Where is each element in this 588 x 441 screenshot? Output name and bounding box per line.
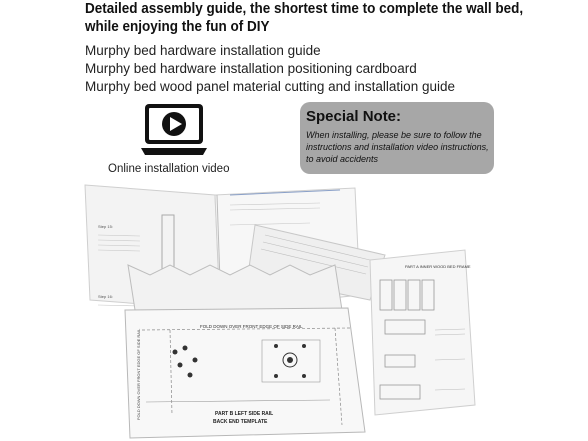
guide-list: [85, 42, 565, 96]
template-footer-1: PART B LEFT SIDE RAIL: [215, 411, 274, 417]
video-play-icon[interactable]: [139, 102, 209, 158]
special-note: [300, 102, 494, 174]
headline-line-2: while enjoying the fun of DIY: [85, 18, 270, 35]
template-side-text: FOLD DOWN OVER FRONT EDGE OF SIDE RAIL: [136, 328, 141, 420]
template-heading: FOLD DOWN OVER FRONT EDGE OF SIDE RAIL: [200, 324, 303, 329]
headline: [85, 0, 524, 36]
special-note-title: Special Note:: [306, 108, 402, 125]
headline-line-1: Detailed assembly guide, the shortest time to complete the wall bed,: [85, 0, 524, 17]
booklet-step-15: Step 15:: [98, 224, 113, 229]
right-sheet-heading: PART A INNER WOOD BED FRAME: [405, 264, 471, 269]
guide-item: Murphy bed wood panel material cutting and installation guide: [85, 79, 455, 94]
manual-photo: [80, 180, 480, 441]
template-sheet: [125, 265, 365, 438]
video-label: Online installation video: [108, 163, 230, 175]
booklet-step-16: Step 16:: [98, 294, 113, 299]
template-footer-2: BACK END TEMPLATE: [213, 419, 268, 425]
special-note-body: When installing, please be sure to follow the instructions and installation video instructions, to avoid accidents: [306, 130, 489, 164]
guide-item: Murphy bed hardware installation positioning cardboard: [85, 61, 417, 76]
guide-item: Murphy bed hardware installation guide: [85, 43, 321, 58]
right-sheet: [370, 250, 475, 415]
